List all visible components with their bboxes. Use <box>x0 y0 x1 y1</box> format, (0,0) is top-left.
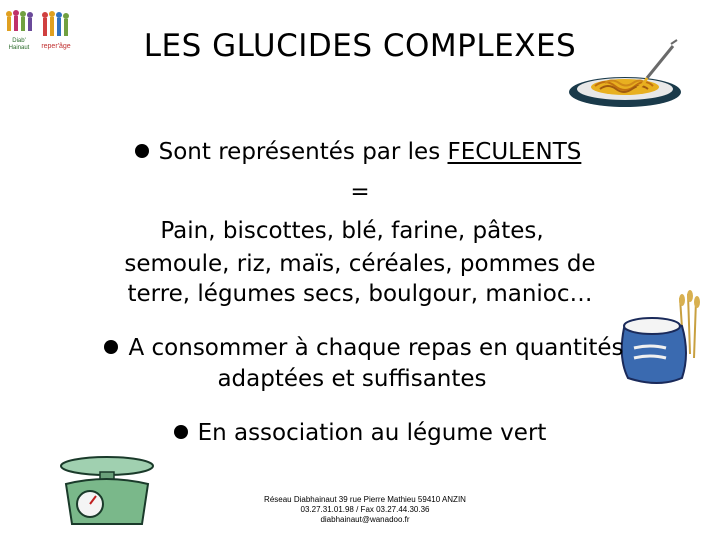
bullet-dot <box>174 425 188 439</box>
foods-line-2: semoule, riz, maïs, céréales, pommes de <box>124 251 596 277</box>
bullet-text: En association au légume vert <box>197 420 547 446</box>
pasta-plate-icon <box>565 38 690 110</box>
footer-email: diabhainaut@wanadoo.fr <box>320 515 410 524</box>
bullet-text: A consommer à chaque repas en quantités <box>128 335 624 361</box>
bullet-consommer-line2: adaptées et suffisantes <box>217 366 487 392</box>
equals-sign: = <box>350 179 370 205</box>
foods-line-3: terre, légumes secs, boulgour, manioc… <box>127 281 593 307</box>
kitchen-scale-icon <box>52 450 162 532</box>
foods-line-1: Pain, biscottes, blé, farine, pâtes, <box>160 218 544 244</box>
bullet-consommer <box>4 337 720 360</box>
svg-text:Diab': Diab' <box>12 38 26 44</box>
bullet-feculents <box>0 141 718 164</box>
svg-text:reper'âge: reper'âge <box>41 43 71 50</box>
page-title: LES GLUCIDES COMPLEXES <box>143 28 577 64</box>
bullet-dot <box>104 340 118 354</box>
bullet-association <box>0 422 720 445</box>
feculents-emphasis: FECULENTS <box>447 139 582 165</box>
svg-text:Hainaut: Hainaut <box>8 45 30 51</box>
footer-contact <box>180 495 550 525</box>
bullet-text: Sont représentés par les <box>158 139 448 165</box>
bullet-dot <box>135 144 149 158</box>
footer-phone: 03.27.31.01.98 / Fax 03.27.44.30.36 <box>300 505 430 514</box>
footer-address: Réseau Diabhainaut 39 rue Pierre Mathieu 59410 ANZIN <box>264 495 466 504</box>
